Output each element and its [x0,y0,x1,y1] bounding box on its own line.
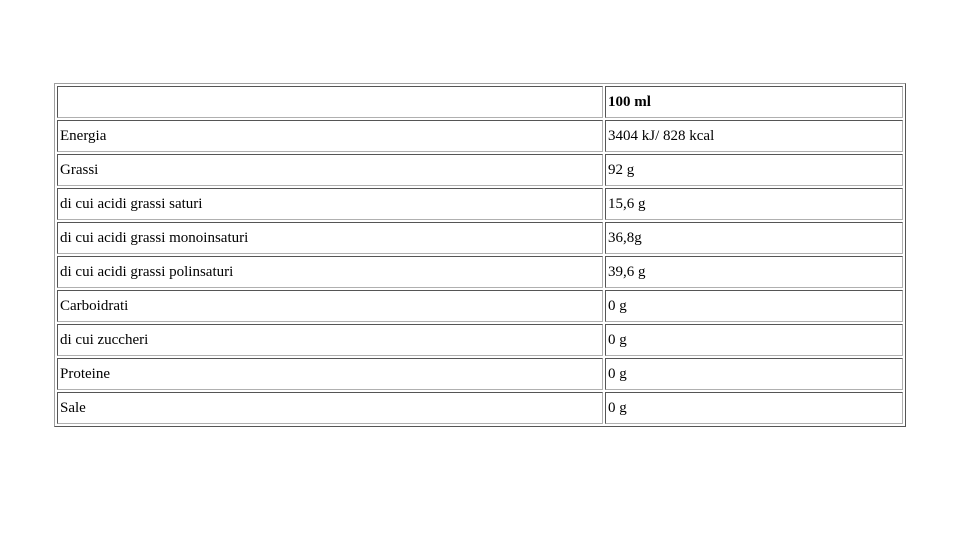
nutrient-name-cell: di cui acidi grassi saturi [57,188,603,220]
nutrition-table [54,83,906,427]
nutrient-value-cell: 3404 kJ/ 828 kcal [605,120,903,152]
table-row [57,358,903,390]
nutrient-value-cell: 0 g [605,392,903,424]
header-value-cell: 100 ml [605,86,903,118]
nutrient-value-cell: 0 g [605,358,903,390]
table-row [57,290,903,322]
table-row [57,120,903,152]
nutrient-value-cell: 92 g [605,154,903,186]
table-row [57,256,903,288]
table-row [57,222,903,254]
nutrient-value-cell: 0 g [605,290,903,322]
table-row [57,392,903,424]
nutrient-name-cell: Proteine [57,358,603,390]
nutrient-value-cell: 36,8g [605,222,903,254]
nutrient-value-cell: 15,6 g [605,188,903,220]
nutrient-value-cell: 39,6 g [605,256,903,288]
table-row [57,188,903,220]
table-header-row [57,86,903,118]
header-name-cell [57,86,603,118]
nutrient-name-cell: Carboidrati [57,290,603,322]
nutrient-value-cell: 0 g [605,324,903,356]
table-row [57,154,903,186]
nutrient-name-cell: Energia [57,120,603,152]
nutrient-name-cell: Grassi [57,154,603,186]
nutrient-name-cell: di cui acidi grassi monoinsaturi [57,222,603,254]
nutrient-name-cell: Sale [57,392,603,424]
table-row [57,324,903,356]
nutrient-name-cell: di cui zuccheri [57,324,603,356]
nutrient-name-cell: di cui acidi grassi polinsaturi [57,256,603,288]
